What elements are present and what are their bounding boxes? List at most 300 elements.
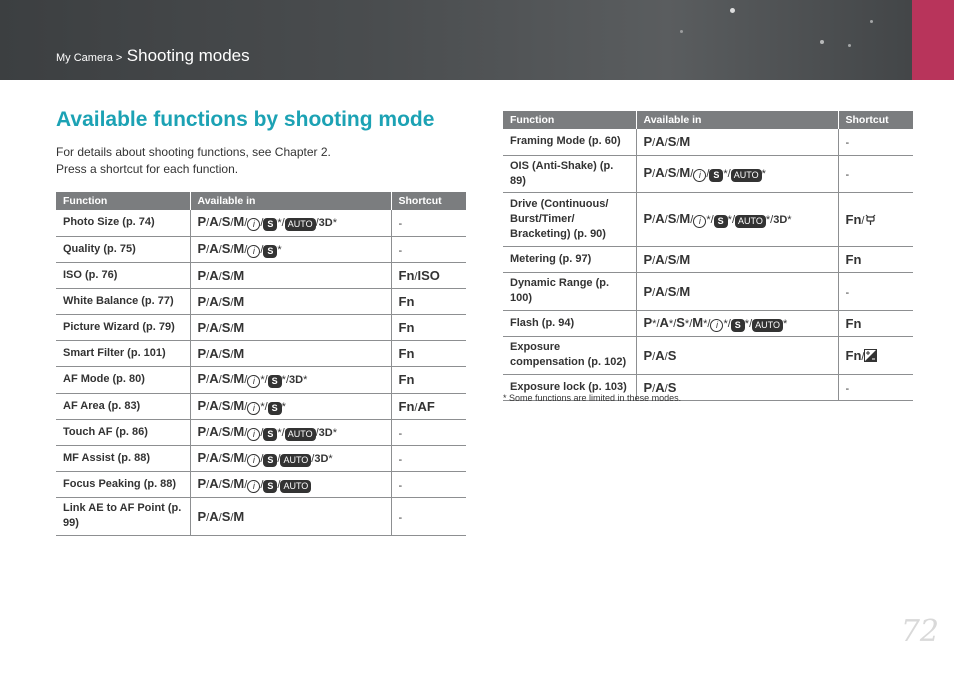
separator: /	[218, 243, 222, 256]
shortcut-cell	[391, 314, 466, 340]
mode-list	[644, 284, 691, 299]
shortcut-list	[399, 268, 440, 283]
intelligent-auto-icon: i	[710, 319, 723, 332]
separator: /	[770, 213, 774, 226]
available-modes-cell	[190, 419, 391, 445]
no-shortcut: -	[398, 453, 403, 466]
table-row	[56, 314, 466, 340]
sparkle-decoration	[870, 20, 873, 23]
separator: /	[676, 213, 680, 226]
separator: /	[230, 243, 234, 256]
mode-a-icon: A	[209, 214, 219, 230]
shortcut-list	[846, 316, 862, 331]
separator: /	[244, 400, 248, 413]
separator: /	[206, 478, 210, 491]
asterisk-mark: *	[303, 374, 308, 386]
separator: /	[861, 350, 865, 363]
mode-m-icon: M	[233, 475, 245, 491]
mode-m-icon: M	[233, 267, 245, 283]
mode-m-icon: M	[679, 134, 691, 150]
mode-s-icon: S	[667, 134, 677, 150]
separator: /	[414, 401, 418, 414]
mode-a-icon: A	[209, 267, 219, 283]
mode-p-icon: P	[643, 210, 653, 226]
mode-p-icon: P	[197, 397, 207, 413]
mode-fn-icon: Fn	[845, 211, 862, 227]
shortcut-list	[399, 399, 435, 414]
shortcut-cell	[391, 419, 466, 445]
separator: /	[218, 217, 222, 230]
separator: /	[206, 296, 210, 309]
asterisk-mark: *	[260, 400, 265, 413]
available-modes-cell	[190, 210, 391, 236]
mode-m-icon: M	[233, 345, 245, 361]
mode-fn-icon: Fn	[398, 267, 415, 283]
available-modes-cell	[190, 236, 391, 262]
asterisk-mark: *	[787, 213, 792, 226]
separator: /	[652, 168, 656, 180]
mode-fn-icon: Fn	[398, 293, 415, 309]
scene-mode-icon: S	[263, 245, 277, 258]
separator: /	[281, 217, 285, 230]
shortcut-list	[846, 212, 878, 227]
function-name-cell: Focus Peaking (p. 88)	[56, 471, 190, 497]
mode-p-icon: P	[643, 283, 653, 299]
table-row	[503, 155, 913, 192]
separator: /	[244, 426, 248, 439]
available-modes-cell	[636, 155, 838, 192]
mode-a-icon: A	[209, 319, 219, 335]
mode-p-icon: P	[643, 251, 653, 267]
separator: /	[244, 217, 248, 230]
mode-m-icon: M	[233, 371, 245, 386]
auto-mode-icon: AUTO	[735, 215, 766, 228]
mode-a-icon: A	[655, 134, 665, 150]
mode-a-icon: A	[209, 345, 219, 361]
breadcrumb-prefix: My Camera >	[56, 52, 123, 64]
separator: /	[206, 217, 210, 230]
available-modes-cell	[636, 336, 838, 374]
mode-a-icon: A	[209, 293, 219, 309]
shortcut-cell	[391, 366, 466, 393]
mode-p-icon: P	[197, 475, 207, 491]
table-row	[503, 336, 913, 374]
mode-s-icon: S	[221, 214, 231, 230]
scene-mode-icon: S	[268, 402, 282, 415]
mode-p-icon: P	[197, 508, 207, 524]
mode-p-icon: P	[197, 423, 207, 439]
scene-mode-icon: S	[263, 428, 277, 441]
table-row	[56, 236, 466, 262]
mode-list	[198, 214, 337, 229]
mode-m-icon: M	[679, 165, 691, 180]
separator: /	[315, 217, 319, 230]
separator: /	[230, 348, 234, 361]
separator: /	[264, 400, 268, 413]
no-shortcut: -	[398, 244, 403, 257]
asterisk-mark: *	[332, 426, 337, 439]
separator: /	[206, 511, 210, 524]
separator: /	[652, 286, 656, 299]
mode-fn-icon: Fn	[398, 398, 415, 414]
column-header: Shortcut	[838, 111, 913, 129]
shortcut-cell	[391, 340, 466, 366]
shortcut-list	[846, 348, 878, 363]
mode-s-icon: S	[221, 508, 231, 524]
separator: /	[218, 400, 222, 413]
no-shortcut: -	[845, 382, 850, 395]
auto-mode-icon: AUTO	[280, 454, 311, 467]
separator: /	[664, 137, 668, 150]
asterisk-mark: *	[277, 217, 282, 230]
scene-mode-icon: S	[263, 454, 277, 467]
separator: /	[206, 426, 210, 439]
mode-p-icon: P	[197, 319, 207, 335]
separator: /	[706, 168, 710, 180]
auto-mode-icon: AUTO	[285, 218, 316, 231]
sparkle-decoration	[730, 8, 735, 13]
mode-s-icon: S	[221, 267, 231, 283]
asterisk-mark: *	[761, 168, 766, 180]
asterisk-mark: *	[744, 317, 750, 330]
mode-m-icon: M	[233, 423, 245, 439]
mode-list	[198, 509, 245, 524]
available-modes-cell	[636, 129, 838, 155]
table-row	[56, 393, 466, 419]
table-header-row	[56, 192, 466, 210]
function-name-cell: Exposure compensation (p. 102)	[503, 336, 636, 374]
function-name-cell: Flash (p. 94)	[503, 310, 636, 336]
shortcut-cell	[391, 393, 466, 419]
mode-list	[198, 268, 245, 283]
mode-m-icon: M	[233, 214, 245, 230]
separator: /	[264, 374, 268, 386]
mode-a-icon: A	[209, 449, 219, 465]
mode-a-icon: A	[655, 347, 665, 363]
separator: /	[260, 243, 264, 256]
mode-a-icon: A	[209, 397, 219, 413]
mode-list	[644, 165, 766, 180]
separator: /	[673, 317, 677, 330]
scene-mode-icon: S	[268, 375, 282, 388]
mode-s-icon: S	[676, 314, 685, 330]
available-modes-cell	[636, 310, 838, 336]
column-header: Available in	[190, 192, 391, 210]
separator: /	[206, 270, 210, 283]
shortcut-cell	[838, 246, 913, 272]
shortcut-list	[399, 320, 415, 335]
separator: /	[749, 317, 753, 330]
separator: /	[690, 213, 694, 226]
function-name-cell: Picture Wizard (p. 79)	[56, 314, 190, 340]
shortcut-cell	[391, 471, 466, 497]
mode-s-icon: S	[221, 293, 231, 309]
mode-a-icon: A	[659, 314, 669, 330]
separator: /	[652, 213, 656, 226]
mode-m-icon: M	[233, 319, 245, 335]
mode-p-icon: P	[197, 371, 207, 386]
table-row	[503, 192, 913, 246]
mode-a-icon: A	[655, 165, 665, 180]
mode-m-icon: M	[233, 397, 245, 413]
mode-s-icon: S	[221, 423, 231, 439]
table-row	[503, 272, 913, 310]
mode-p-icon: P	[643, 347, 653, 363]
auto-mode-icon: AUTO	[752, 319, 783, 332]
mode-p-icon: P	[643, 134, 653, 150]
mode-m-icon: M	[233, 449, 245, 465]
separator: /	[206, 400, 210, 413]
separator: /	[676, 286, 680, 299]
available-modes-cell	[190, 262, 391, 288]
shortcut-cell	[391, 288, 466, 314]
functions-table-left	[56, 192, 466, 536]
asterisk-mark: *	[260, 374, 265, 386]
no-shortcut: -	[845, 137, 850, 150]
mode-list	[198, 241, 282, 256]
separator: /	[664, 168, 668, 180]
separator: /	[281, 426, 285, 439]
breadcrumb	[56, 46, 250, 66]
mode-s-icon: S	[667, 347, 677, 363]
mode-p-icon: P	[197, 267, 207, 283]
mode-af-icon: AF	[417, 398, 435, 414]
mode-s-icon: S	[221, 371, 231, 386]
table-row	[56, 262, 466, 288]
intro-line: Press a shortcut for each function.	[56, 162, 239, 176]
separator: /	[285, 374, 290, 386]
3d-mode-icon: 3D	[318, 426, 333, 439]
separator: /	[218, 296, 222, 309]
separator: /	[230, 322, 234, 335]
separator: /	[206, 374, 210, 386]
separator: /	[230, 374, 234, 386]
separator: /	[206, 243, 210, 256]
mode-a-icon: A	[655, 251, 665, 267]
separator: /	[206, 452, 210, 465]
function-name-cell: Touch AF (p. 86)	[56, 419, 190, 445]
page-number: 72	[900, 614, 939, 649]
shortcut-cell	[391, 497, 466, 535]
mode-p-icon: P	[643, 379, 653, 395]
shortcut-list	[399, 346, 415, 361]
mode-p-icon: P	[197, 214, 207, 230]
asterisk-mark: *	[727, 213, 732, 226]
column-header: Function	[503, 111, 636, 129]
asterisk-mark: *	[652, 317, 657, 330]
intelligent-auto-icon: i	[693, 215, 706, 228]
table-row	[56, 366, 466, 393]
separator: /	[727, 168, 731, 180]
function-name-cell: MF Assist (p. 88)	[56, 445, 190, 471]
separator: /	[652, 137, 656, 150]
available-modes-cell	[190, 393, 391, 419]
mode-a-icon: A	[209, 508, 219, 524]
separator: /	[260, 452, 264, 465]
intelligent-auto-icon: i	[247, 454, 260, 467]
mode-list	[644, 315, 788, 330]
no-shortcut: -	[398, 511, 403, 524]
function-name-cell: OIS (Anti-Shake) (p. 89)	[503, 155, 636, 192]
mode-fn-icon: Fn	[845, 315, 862, 331]
sparkle-decoration	[680, 30, 683, 33]
function-name-cell: ISO (p. 76)	[56, 262, 190, 288]
separator: /	[690, 168, 694, 180]
separator: /	[218, 452, 222, 465]
function-name-cell: Link AE to AF Point (p. 99)	[56, 497, 190, 535]
auto-mode-icon: AUTO	[285, 428, 316, 441]
table-row	[503, 310, 913, 336]
asterisk-mark: *	[723, 317, 728, 330]
column-header: Shortcut	[391, 192, 466, 210]
available-modes-cell	[190, 366, 391, 393]
breadcrumb-section: Shooting modes	[126, 46, 250, 65]
chapter-header	[0, 0, 954, 80]
intelligent-auto-icon: i	[247, 375, 260, 388]
page-title: Available functions by shooting mode	[56, 108, 435, 131]
intelligent-auto-icon: i	[247, 428, 260, 441]
shortcut-cell	[838, 155, 913, 192]
mode-s-icon: S	[221, 449, 231, 465]
column-header: Available in	[636, 111, 838, 129]
3d-mode-icon: 3D	[318, 217, 333, 230]
no-shortcut: -	[398, 427, 403, 440]
available-modes-cell	[636, 272, 838, 310]
separator: /	[206, 348, 210, 361]
mode-s-icon: S	[221, 345, 231, 361]
separator: /	[206, 322, 210, 335]
scene-mode-icon: S	[709, 169, 723, 182]
function-name-cell: White Balance (p. 77)	[56, 288, 190, 314]
shortcut-list	[399, 294, 415, 309]
separator: /	[244, 452, 248, 465]
asterisk-mark: *	[328, 452, 333, 465]
mode-list	[198, 424, 337, 439]
mode-p-icon: P	[643, 165, 653, 180]
asterisk-mark: *	[281, 374, 286, 386]
shortcut-list	[846, 252, 862, 267]
sparkle-decoration	[848, 44, 851, 47]
asterisk-mark: *	[277, 243, 282, 256]
mode-m-icon: M	[679, 210, 691, 226]
shortcut-cell	[838, 129, 913, 155]
separator: /	[218, 322, 222, 335]
separator: /	[656, 317, 660, 330]
mode-s-icon: S	[667, 165, 677, 180]
separator: /	[652, 382, 656, 395]
scene-mode-icon: S	[714, 215, 728, 228]
mode-p-icon: P	[197, 449, 207, 465]
mode-m-icon: M	[233, 293, 245, 309]
separator: /	[244, 478, 248, 491]
asterisk-mark: *	[281, 400, 286, 413]
shortcut-cell	[838, 272, 913, 310]
column-header: Function	[56, 192, 190, 210]
mode-s-icon: S	[667, 379, 677, 395]
separator: /	[710, 213, 714, 226]
available-modes-cell	[190, 497, 391, 535]
asterisk-mark: *	[703, 317, 708, 330]
table-row	[503, 129, 913, 155]
intro-text	[56, 144, 331, 178]
scene-mode-icon: S	[731, 319, 745, 332]
footnote: * Some functions are limited in these modes.	[503, 393, 682, 403]
table-row	[56, 471, 466, 497]
mode-p-icon: P	[643, 314, 653, 330]
mode-fn-icon: Fn	[398, 372, 415, 387]
mode-fn-icon: Fn	[845, 251, 862, 267]
asterisk-mark: *	[277, 426, 282, 439]
mode-list	[198, 476, 312, 491]
mode-m-icon: M	[679, 251, 691, 267]
shortcut-cell	[838, 336, 913, 374]
mode-a-icon: A	[209, 475, 219, 491]
function-name-cell: AF Mode (p. 80)	[56, 366, 190, 393]
available-modes-cell	[190, 340, 391, 366]
shortcut-list	[399, 372, 415, 387]
mode-list	[198, 398, 286, 413]
mode-iso-icon: ISO	[417, 267, 440, 283]
mode-list	[198, 371, 308, 386]
mode-fn-icon: Fn	[398, 345, 415, 361]
mode-p-icon: P	[197, 240, 207, 256]
separator: /	[244, 374, 248, 386]
separator: /	[230, 478, 234, 491]
mode-s-icon: S	[667, 251, 677, 267]
3d-mode-icon: 3D	[773, 213, 788, 226]
available-modes-cell	[190, 314, 391, 340]
separator: /	[230, 452, 234, 465]
separator: /	[731, 213, 736, 226]
no-shortcut: -	[845, 286, 850, 299]
mode-list	[644, 134, 691, 149]
mode-a-icon: A	[209, 423, 219, 439]
mode-list	[644, 252, 691, 267]
asterisk-mark: *	[723, 168, 728, 180]
mode-list	[644, 348, 677, 363]
separator: /	[218, 348, 222, 361]
mode-s-icon: S	[221, 240, 231, 256]
separator: /	[230, 426, 234, 439]
separator: /	[218, 478, 222, 491]
function-name-cell: AF Area (p. 83)	[56, 393, 190, 419]
mode-p-icon: P	[197, 293, 207, 309]
available-modes-cell	[190, 445, 391, 471]
sparkle-decoration	[820, 40, 824, 44]
function-name-cell: Drive (Continuous/ Burst/Timer/ Bracketing) (p. 90)	[503, 192, 636, 246]
mode-list	[644, 211, 792, 226]
mode-a-icon: A	[209, 240, 219, 256]
table-row	[56, 419, 466, 445]
mode-m-icon: M	[233, 508, 245, 524]
separator: /	[664, 382, 668, 395]
mode-fn-icon: Fn	[845, 347, 862, 363]
mode-m-icon: M	[233, 240, 245, 256]
mode-a-icon: A	[655, 210, 665, 226]
shortcut-cell	[838, 310, 913, 336]
asterisk-mark: *	[782, 317, 788, 330]
asterisk-mark: *	[706, 213, 711, 226]
separator: /	[244, 243, 248, 256]
separator: /	[707, 317, 711, 330]
mode-s-icon: S	[221, 397, 231, 413]
mode-list	[198, 450, 333, 465]
separator: /	[311, 452, 315, 465]
separator: /	[277, 478, 281, 491]
no-shortcut: -	[845, 169, 850, 181]
separator: /	[652, 350, 656, 363]
intro-line: For details about shooting functions, see Chapter 2.	[56, 145, 331, 159]
